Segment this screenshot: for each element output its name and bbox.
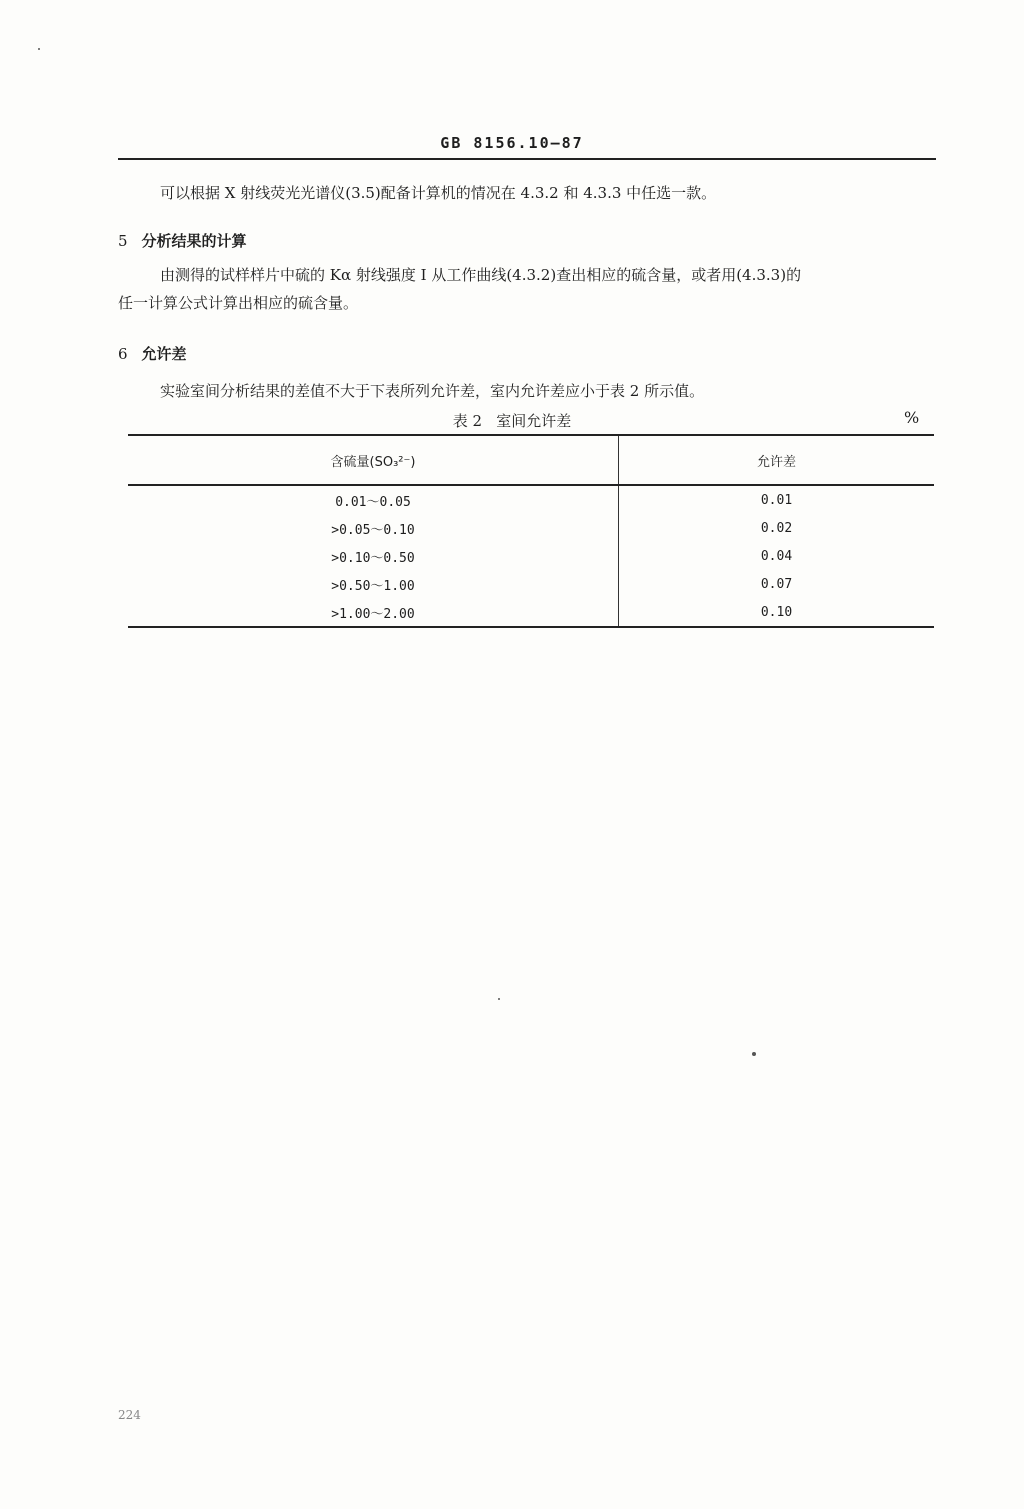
header-sulfur-content: 含硫量(SO₃²⁻) — [128, 435, 619, 485]
table-row — [128, 542, 934, 570]
section-5-number: 5 — [118, 232, 128, 250]
cell-range: 0.01～0.05 — [128, 485, 619, 514]
section-6-heading — [118, 343, 187, 364]
cell-difference: 0.04 — [760, 548, 793, 564]
section-5-line-2: 任一计算公式计算出相应的硫含量。 — [118, 294, 359, 312]
standard-code-header: GB 8156.10—87 — [440, 134, 584, 152]
section-6-paragraph: 实验室间分析结果的差值不大于下表所列允许差，室内允许差应小于表 2 所示值。 — [160, 382, 705, 400]
table-row — [128, 485, 934, 514]
table-caption: 表 2 室间允许差 — [452, 412, 572, 430]
allowable-difference-table — [128, 434, 934, 628]
scan-speck — [498, 998, 500, 1000]
table-header-row — [128, 435, 934, 485]
cell-difference: 0.01 — [760, 492, 793, 508]
cell-range: >1.00～2.00 — [128, 598, 619, 627]
section-5-line-1: 由测得的试样样片中硫的 Kα 射线强度 I 从工作曲线(4.3.2)查出相应的硫含量，或者用(4.3.3)的 — [160, 266, 802, 284]
cell-difference: 0.10 — [619, 598, 935, 627]
cell-range: >0.10～0.50 — [128, 542, 619, 570]
table-row — [128, 570, 934, 598]
table-unit: % — [904, 408, 920, 427]
cell-difference: 0.07 — [760, 576, 793, 592]
page-number: 224 — [118, 1408, 141, 1422]
intro-paragraph: 可以根据 X 射线荧光光谱仪(3.5)配备计算机的情况在 4.3.2 和 4.3.3 中任选一款。 — [160, 184, 717, 202]
section-5-heading — [118, 230, 247, 251]
cell-difference: 0.02 — [760, 520, 793, 536]
scan-speck — [752, 1052, 756, 1056]
cell-range: >0.05～0.10 — [128, 514, 619, 542]
table-row — [128, 598, 934, 627]
header-allowable-difference: 允许差 — [619, 435, 935, 485]
section-5-title: 分析结果的计算 — [141, 232, 247, 250]
header-rule — [118, 158, 936, 160]
section-6-title: 允许差 — [141, 345, 187, 363]
table-row — [128, 514, 934, 542]
cell-range: >0.50～1.00 — [128, 570, 619, 598]
section-6-number: 6 — [118, 345, 128, 363]
scan-speck — [38, 48, 40, 50]
